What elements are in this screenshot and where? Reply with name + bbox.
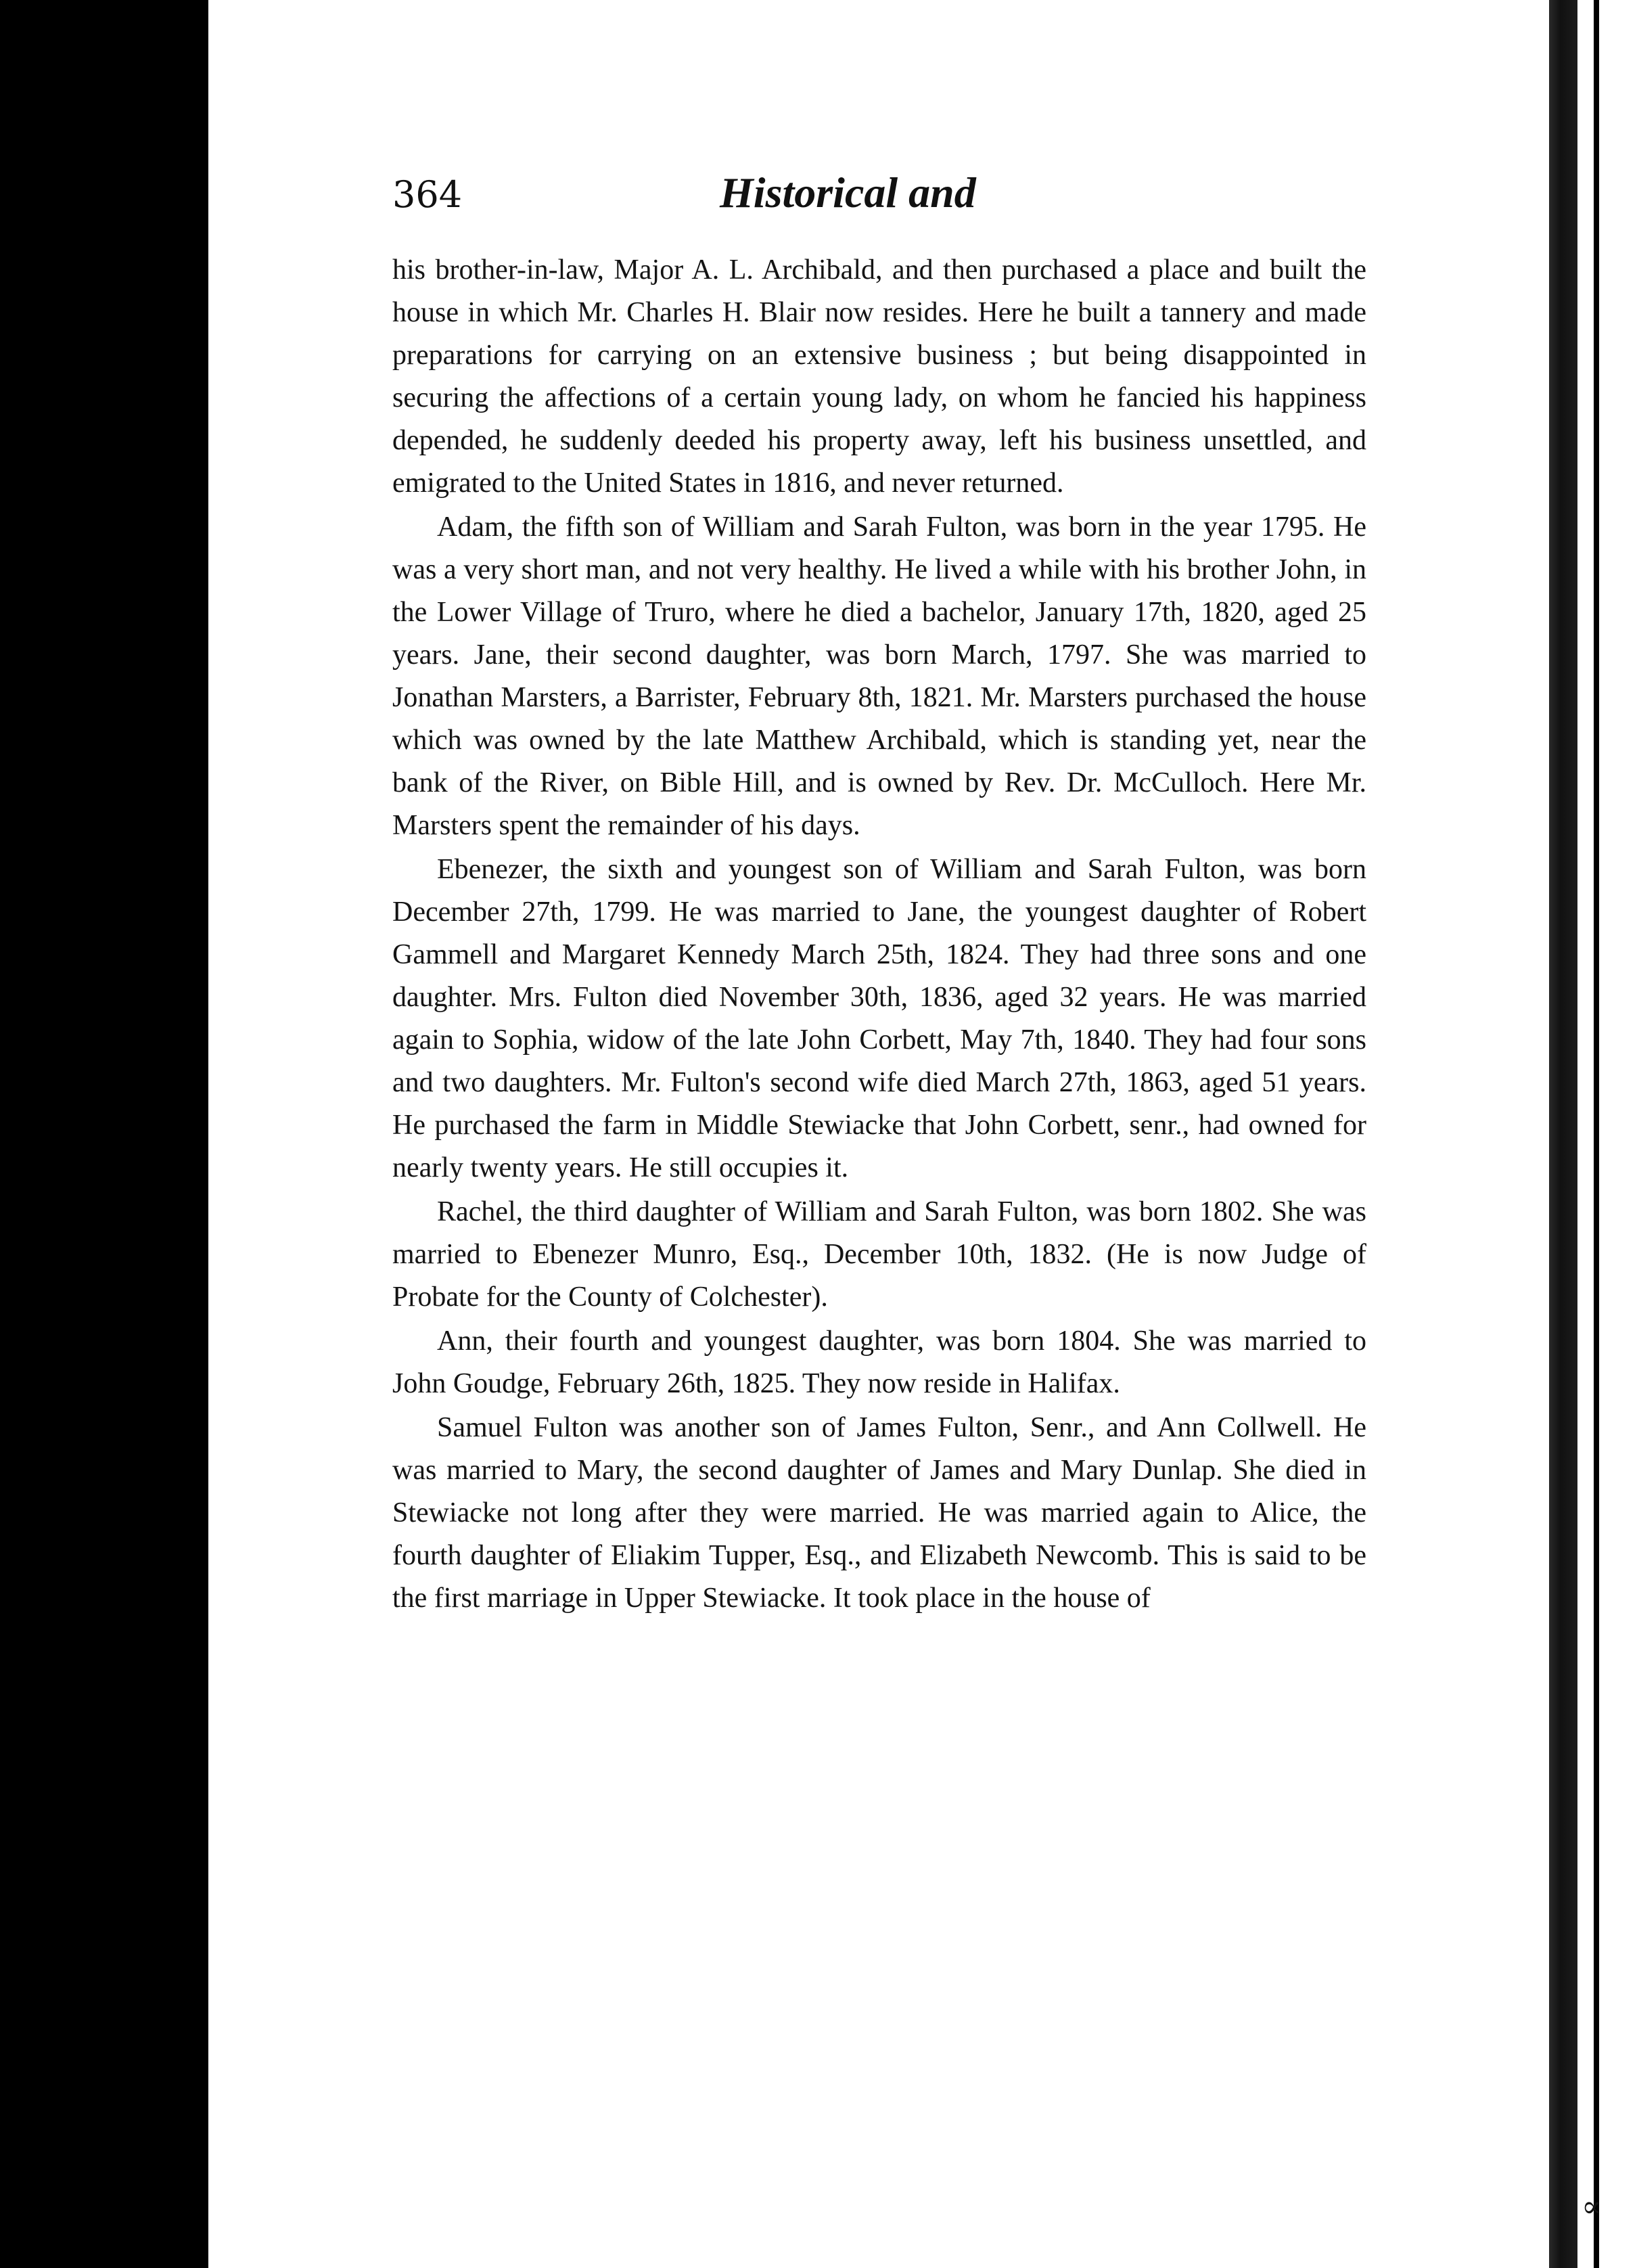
body-text bbox=[392, 249, 1366, 1621]
right-margin-strip bbox=[1577, 0, 1637, 2268]
paragraph-ann: Ann, their fourth and youngest daughter, was born 1804. She was married to John Goudge, February 26th, 1825. They now reside in Halifax. bbox=[392, 1325, 1366, 1399]
page-number: 364 bbox=[392, 173, 463, 216]
running-header bbox=[392, 168, 1366, 233]
paragraph-samuel: Samuel Fulton was another son of James Fulton, Senr., and Ann Collwell. He was married to Mary, the second daughter of James and Mary Dunlap. She died in Stewiacke not long after they were married. He was married again to Alice, the fourth daughter of Eliakim Tupper, Esq., and Elizabeth Newcomb. This is said to be the first marriage in Upper Stewiacke. It took place in the house of bbox=[392, 1412, 1366, 1614]
paragraph-ebenezer: Ebenezer, the sixth and youngest son of William and Sarah Fulton, was born December 27th, 1799. He was married to Jane, the youngest daughter of Robert Gammell and Margaret Kennedy March 25th, 1824. They had three sons and one daughter. Mrs. Fulton died November 30th, 1836, aged 32 years. He was married again to Sophia, widow of the late John Corbett, May 7th, 1840. They had four sons and two daughters. Mr. Fulton's second wife died March 27th, 1863, aged 51 years. He purchased the farm in Middle Stewiacke that John Corbett, senr., had owned for nearly twenty years. He still occupies it. bbox=[392, 854, 1366, 1183]
corner-mark: ∝ bbox=[1582, 2190, 1602, 2224]
paragraph-rachel: Rachel, the third daughter of William and Sarah Fulton, was born 1802. She was married to Ebenezer Munro, Esq., December 10th, 1832. (He is now Judge of Probate for the County of Colchester). bbox=[392, 1196, 1366, 1313]
running-title: Historical and bbox=[720, 168, 976, 217]
paragraph-continued: his brother-in-law, Major A. L. Archibald, and then purchased a place and built the house in which Mr. Charles H. Blair now resides. Here he built a tannery and made preparations for carrying on an extensive business ; but being disappointed in securing the affections of a certain young lady, on whom he fancied his happiness depended, he suddenly deeded his property away, left his business unsettled, and emigrated to the United States in 1816, and never returned. bbox=[392, 254, 1366, 499]
right-margin-line bbox=[1594, 0, 1599, 2268]
page-binding-edge bbox=[1549, 0, 1577, 2268]
paragraph-adam: Adam, the fifth son of William and Sarah Fulton, was born in the year 1795. He was a very short man, and not very healthy. He lived a while with his brother John, in the Lower Village of Truro, where he died a bachelor, January 17th, 1820, aged 25 years. Jane, their second daughter, was born March, 1797. She was married to Jonathan Marsters, a Barrister, February 8th, 1821. Mr. Marsters purchased the house which was owned by the late Matthew Archibald, which is standing yet, near the bank of the River, on Bible Hill, and is owned by Rev. Dr. McCulloch. Here Mr. Marsters spent the remainder of his days. bbox=[392, 512, 1366, 841]
